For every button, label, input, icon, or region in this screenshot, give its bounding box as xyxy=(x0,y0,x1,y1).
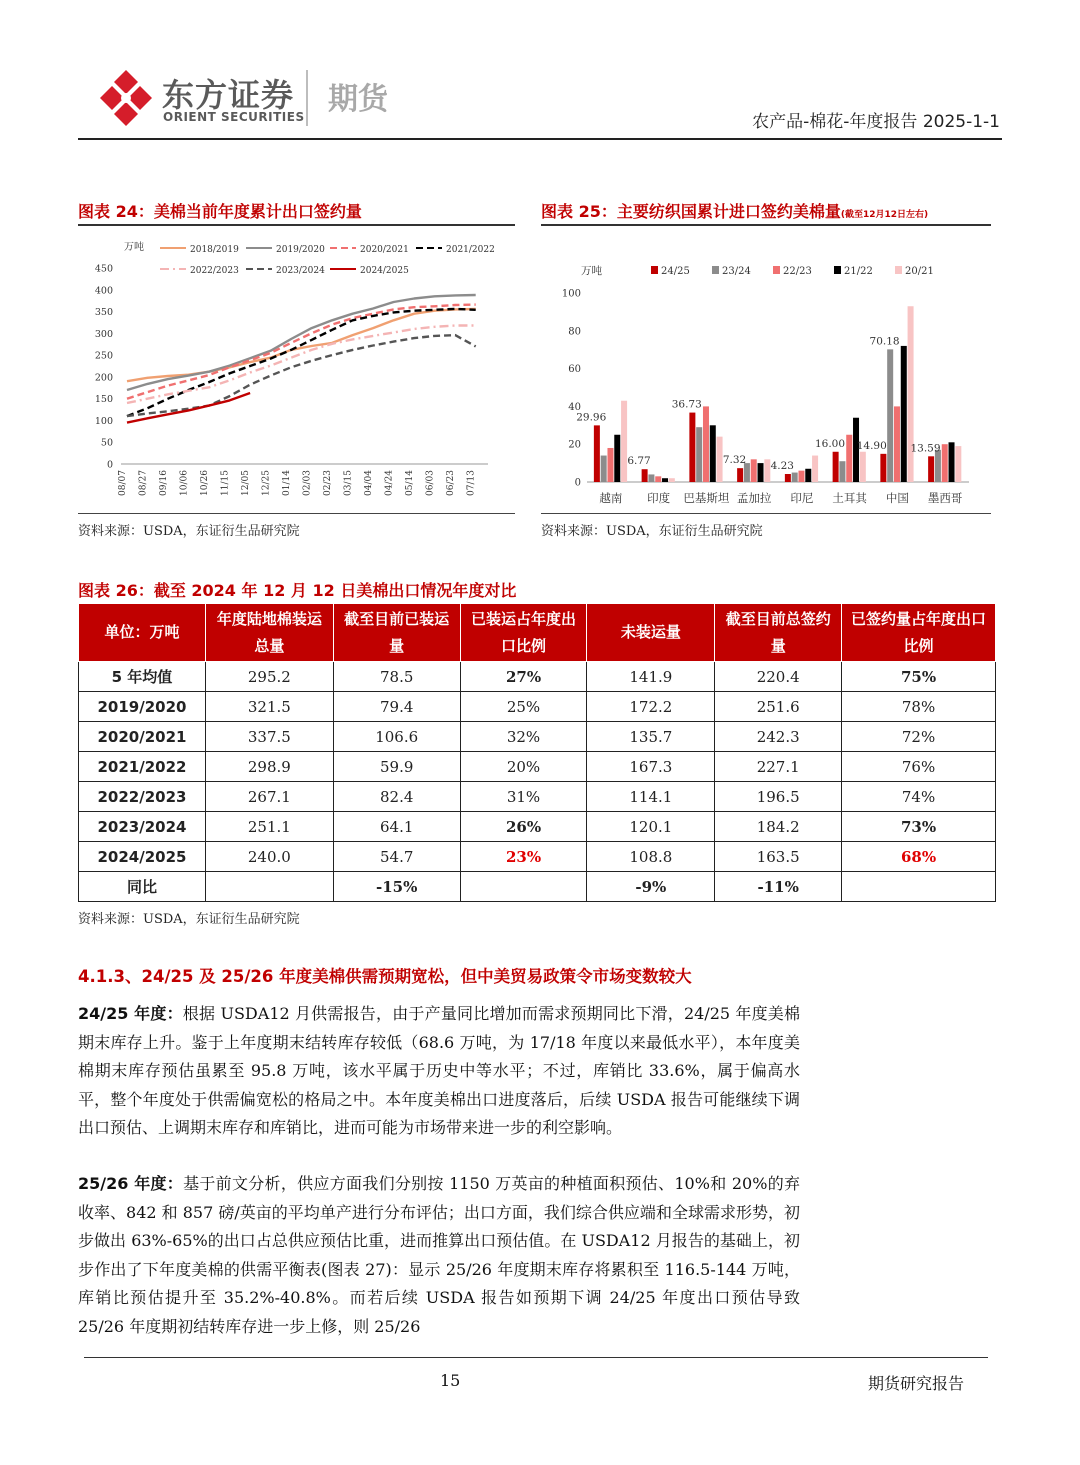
page-header xyxy=(78,60,1002,140)
x-tick-label: 10/26 xyxy=(200,470,211,496)
table-cell: 114.1 xyxy=(587,782,715,812)
x-category-label: 印度 xyxy=(647,491,671,505)
bar-21-22 xyxy=(949,442,955,482)
table-cell: 20% xyxy=(460,752,587,782)
data-label: 29.96 xyxy=(576,411,607,424)
logo-separator xyxy=(306,70,308,126)
bar-24-25 xyxy=(785,474,791,482)
legend-label: 2020/2021 xyxy=(360,245,409,255)
company-name-cn: 东方证券 xyxy=(162,76,295,114)
table-cell: 295.2 xyxy=(205,662,333,692)
x-tick-label: 08/07 xyxy=(118,470,128,496)
table-row-label: 5 年均值 xyxy=(79,662,206,692)
fig24-title: 图表 24：美棉当前年度累计出口签约量 xyxy=(78,202,362,221)
table-header-cell: 年度陆地棉装运总量 xyxy=(205,604,333,662)
table-cell: 73% xyxy=(842,812,996,842)
bar-22-23 xyxy=(846,435,852,482)
table-cell: 242.3 xyxy=(715,722,842,752)
bar-23-24 xyxy=(648,474,654,482)
legend-label: 2024/2025 xyxy=(360,266,409,276)
x-tick-label: 04/24 xyxy=(384,470,395,496)
table-header-row xyxy=(79,604,996,662)
fig24-line-chart xyxy=(78,230,515,510)
fig26-export-table xyxy=(78,603,996,902)
table-header-cell: 截至目前总签约量 xyxy=(715,604,842,662)
bar-21-22 xyxy=(614,435,620,482)
paragraph-text: 根据 USDA12 月供需报告，由于产量同比增加而需求预期同比下滑，24/25 年度美棉期末库存上升。鉴于上年度期末结转库存较低（68.6 万吨，为 17/18 年度以来最低水平），本年度美棉期末库存预估虽累至 95.8 万吨，该水平属于历史中等水平；不过，库销比 33.6%，属于偏高水平，整个年度处于供需偏宽松的格局之中。本年度美棉出口进度落后，后续 USDA 报告可能继续下调出口预估、上调期末库存和库销比，进而可能为市场带来进一步的利空影响。 xyxy=(78,1004,800,1138)
table-cell: 172.2 xyxy=(587,692,715,722)
table-header-cell: 截至目前已装运量 xyxy=(333,604,460,662)
x-category-label: 印尼 xyxy=(790,491,814,505)
data-label: 6.77 xyxy=(627,455,651,468)
data-label: 16.00 xyxy=(814,437,846,450)
x-tick-label: 02/23 xyxy=(323,470,334,496)
fig24-title-rule xyxy=(78,224,515,226)
fig24-source: 资料来源：USDA，东证衍生品研究院 xyxy=(78,524,300,539)
table-cell: 240.0 xyxy=(205,842,333,872)
table-cell: 251.1 xyxy=(205,812,333,842)
x-tick-label: 02/03 xyxy=(302,470,313,496)
x-tick-label: 04/04 xyxy=(364,470,375,496)
x-tick-label: 10/06 xyxy=(179,470,190,496)
report-title: 农产品-棉花-年度报告 2025-1-1 xyxy=(752,112,1000,132)
y-tick-label: 350 xyxy=(94,307,113,319)
table-row-label: 2019/2020 xyxy=(79,692,206,722)
bar-20-21 xyxy=(908,306,914,482)
table-cell: 64.1 xyxy=(333,812,460,842)
table-cell: 26% xyxy=(460,812,587,842)
y-tick-label: 60 xyxy=(568,364,581,376)
bar-24-25 xyxy=(642,469,648,482)
x-category-label: 孟加拉 xyxy=(736,491,772,505)
table-cell: 78% xyxy=(842,692,996,722)
page-number: 15 xyxy=(440,1371,461,1390)
legend-label: 22/23 xyxy=(783,266,812,277)
table-cell xyxy=(842,872,996,902)
section-heading: 4.1.3、24/25 及 25/26 年度美棉供需预期宽松，但中美贸易政策令市场变数较大 xyxy=(78,967,692,986)
bar-20-21 xyxy=(717,437,723,482)
bar-20-21 xyxy=(812,456,818,482)
orient-securities-logo-icon xyxy=(98,68,154,128)
legend-label: 2019/2020 xyxy=(276,245,325,255)
x-tick-label: 06/03 xyxy=(425,470,436,496)
table-cell: 267.1 xyxy=(205,782,333,812)
table-cell: 25% xyxy=(460,692,587,722)
bar-22-23 xyxy=(607,448,613,482)
table-cell: 108.8 xyxy=(587,842,715,872)
fig26-title: 图表 26：截至 2024 年 12 月 12 日美棉出口情况年度对比 xyxy=(78,581,517,600)
bar-23-24 xyxy=(792,473,798,482)
table-cell: 68% xyxy=(842,842,996,872)
x-tick-label: 05/14 xyxy=(405,470,416,496)
footer-label: 期货研究报告 xyxy=(867,1374,964,1393)
table-row xyxy=(79,692,996,722)
bar-20-21 xyxy=(621,401,627,482)
bar-21-22 xyxy=(710,425,716,482)
paragraph-text: 基于前文分析，供应方面我们分别按 1150 万英亩的种植面积预估、10%和 20%的弃收率、842 和 857 磅/英亩的平均单产进行分布评估；出口方面，我们综合供应端和全球需求形势，初步做出 63%-65%的出口占总供应预估比重，进而推算出口预估值。在 USDA12 月报告的基础上，初步作出了下年度美棉的供需平衡表(图表 27)：显示 25/26 年度期末库存将累积至 116.5-144 万吨，库销比预估提升至 35.2%-40.8%。而若后续 USDA 报告如预期下调 24/25 年度出口预估导致 25/26 年度期初结转库存进一步上修，则 25/26 xyxy=(78,1174,800,1336)
bar-24-25 xyxy=(737,468,743,482)
division-name: 期货 xyxy=(328,82,388,117)
legend-swatch xyxy=(834,266,841,274)
bar-21-22 xyxy=(901,346,907,482)
x-category-label: 中国 xyxy=(885,491,909,505)
legend-label: 21/22 xyxy=(844,266,873,277)
table-row xyxy=(79,662,996,692)
bar-24-25 xyxy=(880,454,886,482)
x-tick-label: 11/15 xyxy=(220,470,231,496)
fig25-title-text: 图表 25：主要纺织国累计进口签约美棉量 xyxy=(541,202,841,221)
y-tick-label: 100 xyxy=(561,288,581,300)
table-cell: 82.4 xyxy=(333,782,460,812)
table-row xyxy=(79,842,996,872)
table-cell: 120.1 xyxy=(587,812,715,842)
x-category-label: 墨西哥 xyxy=(927,491,963,505)
table-cell: 32% xyxy=(460,722,587,752)
table-cell: 220.4 xyxy=(715,662,842,692)
data-label: 14.90 xyxy=(856,439,887,452)
y-axis-unit: 万吨 xyxy=(124,242,144,253)
series-line-2020-2021 xyxy=(127,305,476,399)
bar-20-21 xyxy=(955,446,961,482)
table-row xyxy=(79,812,996,842)
legend-label: 2023/2024 xyxy=(276,266,325,276)
table-row-label: 2023/2024 xyxy=(79,812,206,842)
fig25-source: 资料来源：USDA，东证衍生品研究院 xyxy=(541,524,763,539)
table-cell: 27% xyxy=(460,662,587,692)
table-row-label: 2020/2021 xyxy=(79,722,206,752)
bar-20-21 xyxy=(764,459,770,482)
table-row xyxy=(79,782,996,812)
table-cell: 298.9 xyxy=(205,752,333,782)
bar-23-24 xyxy=(935,450,941,482)
bar-23-24 xyxy=(601,456,607,482)
legend-swatch xyxy=(712,266,719,274)
bar-22-23 xyxy=(942,444,948,482)
x-tick-label: 03/15 xyxy=(343,470,354,496)
table-header-cell: 已签约量占年度出口比例 xyxy=(842,604,996,662)
y-tick-label: 50 xyxy=(100,437,113,449)
table-header-cell: 已装运占年度出口比例 xyxy=(460,604,587,662)
table-cell: 196.5 xyxy=(715,782,842,812)
legend-label: 2022/2023 xyxy=(190,266,239,276)
fig25-title-rule xyxy=(541,224,991,226)
table-cell: 74% xyxy=(842,782,996,812)
table-cell: 321.5 xyxy=(205,692,333,722)
bar-21-22 xyxy=(805,469,811,482)
x-tick-label: 12/05 xyxy=(241,470,252,496)
table-cell: 54.7 xyxy=(333,842,460,872)
x-category-label: 巴基斯坦 xyxy=(683,491,730,505)
x-tick-label: 08/27 xyxy=(138,470,149,496)
fig25-bottom-rule xyxy=(541,513,991,514)
table-cell: 141.9 xyxy=(587,662,715,692)
table-cell: 184.2 xyxy=(715,812,842,842)
table-row xyxy=(79,752,996,782)
table-cell: 59.9 xyxy=(333,752,460,782)
legend-label: 24/25 xyxy=(661,266,690,277)
y-tick-label: 40 xyxy=(568,401,581,413)
paragraph-lead: 25/26 年度： xyxy=(78,1174,184,1193)
fig25-title-note: (截至12月12日左右) xyxy=(840,210,929,220)
table-cell: -9% xyxy=(587,872,715,902)
data-label: 36.73 xyxy=(671,398,702,411)
bar-23-24 xyxy=(839,461,845,482)
y-axis-unit: 万吨 xyxy=(581,265,602,277)
table-cell: 23% xyxy=(460,842,587,872)
table-cell: 72% xyxy=(842,722,996,752)
table-cell: 163.5 xyxy=(715,842,842,872)
bar-22-23 xyxy=(894,406,900,482)
x-category-label: 越南 xyxy=(599,491,623,505)
y-tick-label: 20 xyxy=(568,439,581,451)
y-tick-label: 100 xyxy=(94,415,113,427)
bar-22-23 xyxy=(798,471,804,482)
table-cell xyxy=(205,872,333,902)
table-cell: 31% xyxy=(460,782,587,812)
fig24-bottom-rule xyxy=(78,513,515,514)
y-tick-label: 0 xyxy=(574,477,581,489)
y-tick-label: 150 xyxy=(94,394,113,406)
x-tick-label: 01/14 xyxy=(282,470,293,496)
x-category-label: 土耳其 xyxy=(832,491,867,505)
y-tick-label: 0 xyxy=(106,459,113,471)
table-row-label: 2024/2025 xyxy=(79,842,206,872)
bar-24-25 xyxy=(928,456,934,482)
table-row-label: 同比 xyxy=(79,872,206,902)
paragraph-2526 xyxy=(78,1170,800,1342)
paragraph-lead: 24/25 年度： xyxy=(78,1004,183,1023)
x-tick-label: 12/25 xyxy=(261,470,272,496)
data-label: 70.18 xyxy=(869,335,900,348)
table-cell: -15% xyxy=(333,872,460,902)
bar-22-23 xyxy=(751,459,757,482)
x-tick-label: 06/23 xyxy=(446,470,457,496)
y-tick-label: 200 xyxy=(94,372,113,384)
table-cell: 135.7 xyxy=(587,722,715,752)
table-cell: 78.5 xyxy=(333,662,460,692)
table-cell: 337.5 xyxy=(205,722,333,752)
fig25-bar-chart xyxy=(541,230,991,512)
bar-21-22 xyxy=(662,478,668,482)
legend-label: 20/21 xyxy=(905,266,934,277)
y-tick-label: 250 xyxy=(94,350,113,362)
y-tick-label: 400 xyxy=(94,285,113,297)
bar-22-23 xyxy=(703,406,709,482)
data-label: 4.23 xyxy=(770,460,794,473)
legend-swatch xyxy=(773,266,780,274)
series-line-2024-2025 xyxy=(127,393,250,423)
company-name-en: ORIENT SECURITIES xyxy=(163,110,305,124)
series-line-2021-2022 xyxy=(127,309,476,416)
data-label: 7.32 xyxy=(722,454,747,467)
table-cell: 106.6 xyxy=(333,722,460,752)
table-header-cell: 未装运量 xyxy=(587,604,715,662)
table-cell: 227.1 xyxy=(715,752,842,782)
y-tick-label: 450 xyxy=(94,263,113,275)
legend-swatch xyxy=(895,266,902,274)
legend-label: 2021/2022 xyxy=(446,245,495,255)
footer-rule xyxy=(84,1357,988,1358)
y-tick-label: 300 xyxy=(94,328,113,340)
table-row xyxy=(79,872,996,902)
bar-20-21 xyxy=(669,478,675,482)
table-row-label: 2022/2023 xyxy=(79,782,206,812)
bar-23-24 xyxy=(887,349,893,482)
bar-20-21 xyxy=(860,452,866,482)
bar-22-23 xyxy=(655,476,661,482)
table-cell: -11% xyxy=(715,872,842,902)
bar-23-24 xyxy=(696,427,702,482)
fig25-title xyxy=(541,199,928,222)
data-label: 13.59 xyxy=(910,442,941,455)
legend-swatch xyxy=(651,266,658,274)
table-cell: 76% xyxy=(842,752,996,782)
bar-24-25 xyxy=(833,452,839,482)
table-row xyxy=(79,722,996,752)
bar-24-25 xyxy=(689,413,695,482)
fig26-source: 资料来源：USDA，东证衍生品研究院 xyxy=(78,912,300,927)
x-tick-label: 09/16 xyxy=(159,470,170,496)
y-tick-label: 80 xyxy=(568,326,581,338)
legend-label: 23/24 xyxy=(722,266,751,277)
table-cell: 251.6 xyxy=(715,692,842,722)
table-row-label: 2021/2022 xyxy=(79,752,206,782)
paragraph-2425 xyxy=(78,1000,800,1143)
legend-label: 2018/2019 xyxy=(190,245,239,255)
x-tick-label: 07/13 xyxy=(466,470,477,496)
table-cell xyxy=(460,872,587,902)
bar-24-25 xyxy=(594,425,600,482)
table-cell: 75% xyxy=(842,662,996,692)
bar-21-22 xyxy=(758,463,764,482)
table-header-cell: 单位：万吨 xyxy=(79,604,206,662)
table-cell: 79.4 xyxy=(333,692,460,722)
table-cell: 167.3 xyxy=(587,752,715,782)
